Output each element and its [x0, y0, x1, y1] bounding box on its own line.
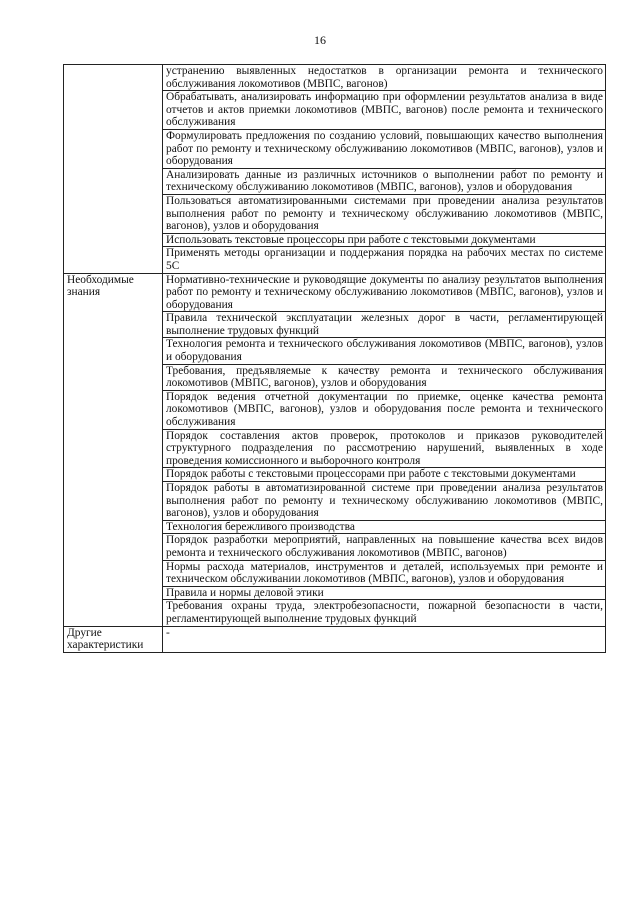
- knowledge-item: Порядок работы в автоматизированной системе при проведении анализа результатов выполнения работ по ремонту и техническому обслуживанию локомотивов (МВПС, вагонов), узлов и оборудования: [163, 482, 606, 521]
- skills-label-cell: [64, 65, 163, 274]
- knowledge-item: Технология ремонта и технического обслуживания локомотивов (МВПС, вагонов), узлов и оборудования: [163, 338, 606, 364]
- other-value: -: [163, 626, 606, 652]
- knowledge-item: Требования охраны труда, электробезопасности, пожарной безопасности в части, регламентирующей выполнение трудовых функций: [163, 600, 606, 626]
- knowledge-item: Правила и нормы деловой этики: [163, 586, 606, 600]
- knowledge-item: Порядок разработки мероприятий, направленных на повышение качества всех видов ремонта и технического обслуживания локомотивов (МВПС, вагонов): [163, 534, 606, 560]
- knowledge-item: Технология бережливого производства: [163, 520, 606, 534]
- knowledge-item: Требования, предъявляемые к качеству ремонта и технического обслуживания локомотивов (МВПС, вагонов), узлов и оборудования: [163, 364, 606, 390]
- knowledge-item: Нормы расхода материалов, инструментов и деталей, используемых при ремонте и техническом обслуживании локомотивов (МВПС, вагонов), узлов и оборудования: [163, 560, 606, 586]
- skill-item: Обрабатывать, анализировать информацию при оформлении результатов анализа в виде отчетов и актов приемки локомотивов (МВПС, вагонов) после ремонта и технического обслуживания: [163, 91, 606, 130]
- table-row: [64, 273, 606, 312]
- skill-item: Использовать текстовые процессоры при работе с текстовыми документами: [163, 233, 606, 247]
- knowledge-item: Порядок работы с текстовыми процессорами при работе с текстовыми документами: [163, 468, 606, 482]
- table-row: [64, 626, 606, 652]
- skill-item: Применять методы организации и поддержания порядка на рабочих местах по системе 5С: [163, 247, 606, 273]
- other-label: Другие характеристики: [64, 626, 163, 652]
- knowledge-item: Порядок составления актов проверок, протоколов и приказов руководителей структурного подразделения по рассмотрению нарушений, выявленных в ходе проведения комиссионного и выборочного контроля: [163, 429, 606, 468]
- skill-item: устранению выявленных недостатков в организации ремонта и технического обслуживания локомотивов (МВПС, вагонов): [163, 65, 606, 91]
- skill-item: Анализировать данные из различных источников о выполнении работ по ремонту и техническому обслуживанию локомотивов (МВПС, вагонов), узлов и оборудования: [163, 168, 606, 194]
- table-row: [64, 65, 606, 91]
- knowledge-item: Порядок ведения отчетной документации по приемке, оценке качества ремонта локомотивов (МВПС, вагонов), узлов и оборудования после ремонта и технического обслуживания: [163, 390, 606, 429]
- knowledge-label: Необходимые знания: [64, 273, 163, 626]
- knowledge-item: Правила технической эксплуатации железных дорог в части, регламентирующей выполнение трудовых функций: [163, 312, 606, 338]
- knowledge-item: Нормативно-технические и руководящие документы по анализу результатов выполнения работ по ремонту и техническому обслуживанию локомотивов (МВПС, вагонов), узлов и оборудования: [163, 273, 606, 312]
- requirements-table: [63, 64, 606, 653]
- skill-item: Пользоваться автоматизированными системами при проведении анализа результатов выполнения работ по ремонту и техническому обслуживанию локомотивов (МВПС, вагонов), узлов и оборудования: [163, 194, 606, 233]
- page-number: 16: [314, 33, 326, 47]
- skill-item: Формулировать предложения по созданию условий, повышающих качество выполнения работ по ремонту и техническому обслуживанию локомотивов (МВПС, вагонов), узлов и оборудования: [163, 129, 606, 168]
